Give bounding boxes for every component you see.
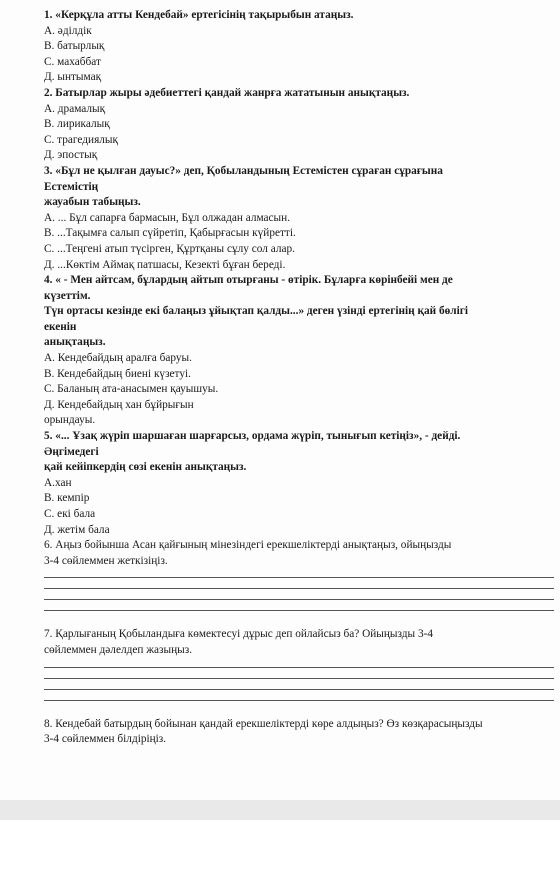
question-1-option-a: А. әділдік (44, 24, 92, 37)
question-7-line-1: 7. Қарлығаның Қобыландыға көмектесуі дұрыс деп ойлайсыз ба? Ойыңызды 3-4 (44, 628, 433, 641)
question-8-line-2: 3-4 сөйлеммен білдіріңіз. (44, 733, 167, 746)
question-4-option-a: А. Кендебайдың аралға баруы. (44, 352, 192, 365)
question-4-title-line-3: Түн ортасы кезінде екі балаңыз ұйықтап қалды...» деген үзінді ертегінің қай бөлігі (44, 305, 468, 318)
answer-line (44, 588, 554, 589)
question-6-line-1: 6. Аңыз бойынша Асан қайғының мінезіндегі ерекшеліктерді анықтаңыз, ойыңызды (44, 539, 452, 552)
question-7-line-2: сөйлеммен дәлелдеп жазыңыз. (44, 643, 193, 656)
question-5-title-line-3: қай кейіпкердің сөзі екенін анықтаңыз. (44, 461, 247, 474)
answer-line (44, 599, 554, 600)
question-5-option-a: А.хан (44, 476, 72, 489)
question-4-option-b: В. Кендебайдың биені күзетуі. (44, 367, 191, 380)
question-2-title: 2. Батырлар жыры әдебиеттегі қандай жанрға жататынын анықтаңыз. (44, 86, 410, 99)
page-bottom-shadow (0, 800, 560, 820)
question-3-option-a: А. ... Бұл сапарға бармасын, Бұл олжадан алмасын. (44, 211, 291, 224)
question-4-option-d-continuation: орындауы. (44, 414, 96, 427)
question-6-line-2: 3-4 сөйлеммен жеткізіңіз. (44, 554, 168, 567)
question-1-option-d: Д. ынтымақ (44, 71, 102, 84)
question-5-title-line-2: Әңгімедегі (44, 445, 99, 458)
answer-line (44, 700, 554, 701)
question-3-option-b: В. ...Тақымға салып сүйретіп, Қабырғасын күйретті. (44, 227, 296, 240)
question-2-option-d: Д. эпостық (44, 149, 98, 162)
answer-line (44, 667, 554, 668)
answer-line (44, 577, 554, 578)
question-3-title-line-1: 3. «Бұл не қылған дауыс?» деп, Қобыландының Естемістен сұраған сұрағына (44, 164, 443, 177)
worksheet-content (44, 8, 556, 748)
question-3-option-d: Д. ...Көктім Аймақ патшасы, Кезекті бұған береді. (44, 258, 286, 271)
question-3-option-c: С. ...Теңгені атып түсірген, Құртқаны сұлу сол алар. (44, 242, 295, 255)
question-1-option-b: В. батырлық (44, 40, 105, 53)
question-4-title-line-4: екенін (44, 320, 77, 333)
question-4-title-line-1: 4. « - Мен айтсам, бұлардың айтып отырғаны - өтірік. Бұларға көрінбейі мен де (44, 274, 453, 287)
question-5-option-b: В. кемпір (44, 492, 90, 505)
answer-line (44, 610, 554, 611)
question-5-title-line-1: 5. «... Ұзақ жүріп шаршаған шарғарсыз, ордама жүріп, тынығып кетіңіз», - дейді. (44, 430, 461, 443)
question-1-title: 1. «Керқұла атты Кендебай» ертегісінің тақырыбын атаңыз. (44, 9, 354, 21)
question-2-option-c: С. трагедиялық (44, 133, 118, 146)
question-4-option-d: Д. Кендебайдың хан бұйрығын (44, 398, 194, 411)
question-7-answer-area[interactable] (44, 667, 556, 701)
question-4-option-c: С. Баланың ата-анасымен қауышуы. (44, 383, 219, 396)
question-5-option-c: С. екі бала (44, 508, 96, 520)
question-2-option-b: В. лирикалық (44, 118, 110, 131)
question-6-answer-area[interactable] (44, 577, 556, 611)
answer-line (44, 678, 554, 679)
question-4-title-line-5: анықтаңыз. (44, 336, 106, 349)
question-4-title-line-2: күзеттім. (44, 289, 91, 302)
answer-line (44, 689, 554, 690)
question-1-option-c: С. махаббат (44, 55, 101, 68)
question-3-title-line-3: жауабын табыңыз. (44, 196, 141, 209)
question-5-option-d: Д. жетім бала (44, 523, 110, 536)
question-8-line-1: 8. Кендебай батырдың бойынан қандай ерекшеліктерді көре алдыңыз? Өз көзқарасыңызды (44, 717, 483, 730)
question-2-option-a: А. драмалық (44, 102, 106, 115)
question-3-title-line-2: Естемістің (44, 180, 99, 193)
background-area (0, 820, 560, 887)
